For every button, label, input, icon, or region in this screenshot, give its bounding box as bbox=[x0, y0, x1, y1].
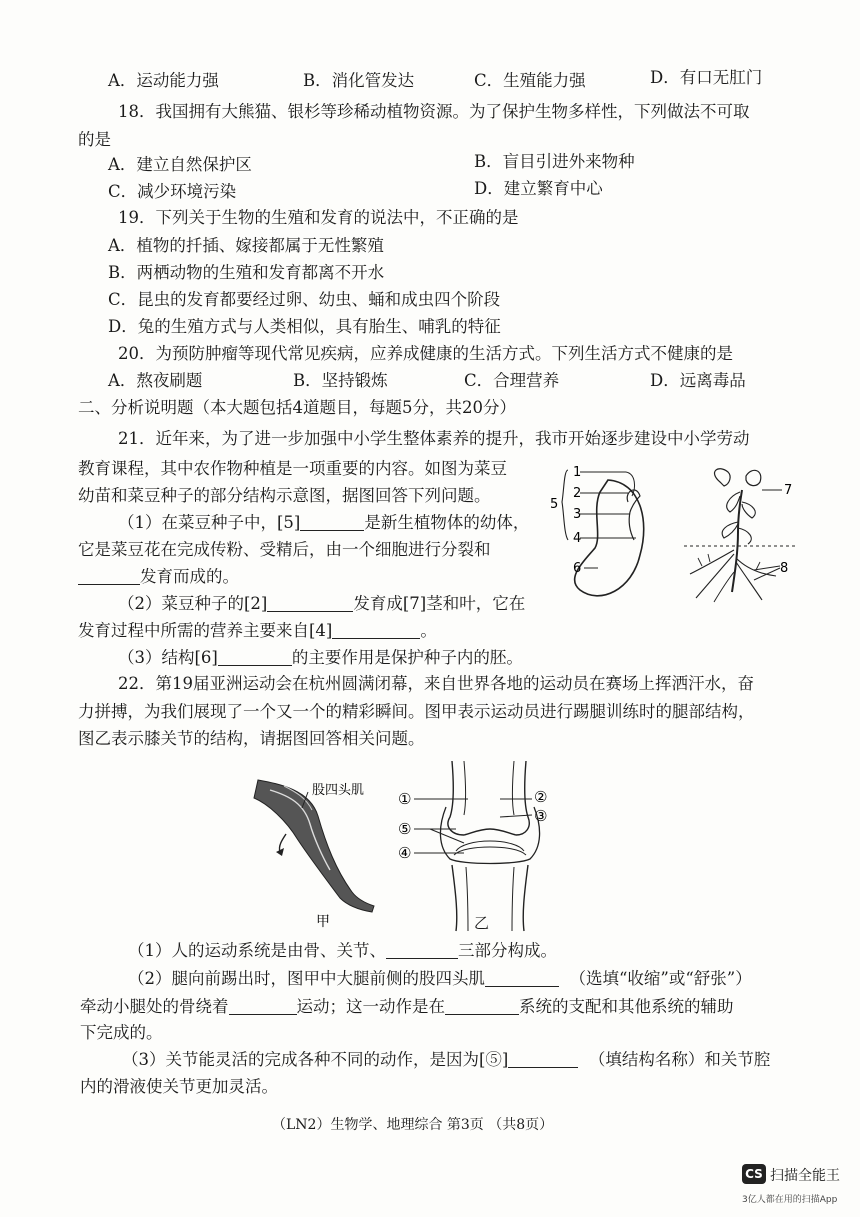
q22-part2-cont: 牵动小腿处的骨绕着 运动；这一动作是在 系统的支配和其他系统的辅助 bbox=[80, 997, 734, 1016]
q21-blank-6[interactable] bbox=[218, 647, 292, 666]
q21-part2-cont: 发育过程中所需的营养主要来自[4] 。 bbox=[78, 621, 437, 640]
camscanner-logo-icon: CS bbox=[742, 1164, 766, 1184]
q19-stem: 19．下列关于生物的生殖和发育的说法中，不正确的是 bbox=[118, 208, 519, 227]
q20-option-a: A．熬夜刷题 bbox=[108, 371, 203, 390]
seed-label-4: 4 bbox=[573, 531, 582, 546]
section-2-title: 二、分析说明题（本大题包括4道题目，每题5分，共20分） bbox=[78, 398, 516, 417]
quadriceps-label: 股四头肌 bbox=[312, 783, 365, 798]
figure-jia-caption: 甲 bbox=[316, 914, 330, 930]
q21-blank-2[interactable] bbox=[267, 593, 353, 612]
q21-blank-cell[interactable] bbox=[78, 566, 140, 585]
q21-intro-cont: 教育课程，其中农作物种植是一项重要的内容。如图为菜豆 bbox=[78, 459, 507, 478]
knee-label-1: ① bbox=[398, 790, 412, 808]
q22-part3-cont: 内的滑液使关节更加灵活。 bbox=[80, 1077, 278, 1096]
page-footer: （LN2）生物学、地理综合 第3页 （共8页） bbox=[272, 1117, 554, 1133]
q21-intro-cont2: 幼苗和菜豆种子的部分结构示意图，据图回答下列问题。 bbox=[78, 486, 491, 505]
seed-label-6: 6 bbox=[573, 561, 582, 576]
q17-option-d: D．有口无肛门 bbox=[650, 68, 763, 87]
q22-part2-cont2: 下完成的。 bbox=[80, 1023, 163, 1042]
q18-stem-cont: 的是 bbox=[78, 130, 111, 149]
camscanner-tagline: 3亿人都在用的扫描App bbox=[742, 1195, 838, 1205]
q19-option-c: C．昆虫的发育都要经过卵、幼虫、蛹和成虫四个阶段 bbox=[108, 290, 501, 309]
q21-blank-4[interactable] bbox=[332, 620, 420, 639]
q21-part2: （2）菜豆种子的[2] 发育成[7]茎和叶，它在 bbox=[118, 594, 526, 613]
figure-yi-caption: 乙 bbox=[474, 914, 490, 932]
q18-option-b: B．盲目引进外来物种 bbox=[474, 152, 635, 171]
q18-stem: 18．我国拥有大熊猫、银杉等珍稀动植物资源。为了保护生物多样性，下列做法不可取 bbox=[118, 102, 750, 121]
seedling-label-8: 8 bbox=[780, 561, 789, 576]
knee-label-3: ③ bbox=[534, 807, 548, 825]
q20-option-c: C．合理营养 bbox=[464, 371, 560, 390]
knee-label-5: ⑤ bbox=[398, 820, 412, 838]
q22-blank-muscle[interactable] bbox=[386, 940, 458, 959]
knee-label-4: ④ bbox=[398, 844, 412, 862]
q22-intro-cont: 力拼搏，为我们展现了一个又一个的精彩瞬间。图甲表示运动员进行踢腿训练时的腿部结构， bbox=[78, 702, 755, 721]
q18-option-a: A．建立自然保护区 bbox=[108, 155, 252, 174]
q21-blank-5[interactable] bbox=[300, 512, 364, 531]
q21-part1: （1）在菜豆种子中，[5] 是新生植物体的幼体， bbox=[118, 513, 530, 532]
q22-intro: 22．第19届亚洲运动会在杭州圆满闭幕，来自世界各地的运动员在赛场上挥洒汗水，奋 bbox=[118, 674, 754, 693]
seedling-label-7: 7 bbox=[784, 483, 793, 498]
seed-label-3: 3 bbox=[573, 507, 582, 522]
seed-label-5: 5 bbox=[550, 497, 559, 512]
q21-part1-cont2: 发育而成的。 bbox=[78, 565, 239, 589]
knee-label-2: ② bbox=[534, 788, 548, 806]
bean-seedling-diagram bbox=[680, 462, 800, 612]
q18-option-c: C．减少环境污染 bbox=[108, 182, 237, 201]
q22-part2: （2）腿向前踢出时，图甲中大腿前侧的股四头肌 （选填“收缩”或“舒张”） bbox=[128, 969, 752, 988]
q19-option-b: B．两栖动物的生殖和发育都离不开水 bbox=[108, 263, 385, 282]
q22-blank-cartilage[interactable] bbox=[508, 1049, 578, 1068]
knee-joint-diagram bbox=[390, 755, 570, 935]
q18-option-d: D．建立繁育中心 bbox=[474, 179, 603, 198]
q17-option-a: A．运动能力强 bbox=[108, 71, 219, 90]
q19-option-a: A．植物的扦插、嫁接都属于无性繁殖 bbox=[108, 236, 384, 255]
q22-intro-cont2: 图乙表示膝关节的结构，请据图回答相关问题。 bbox=[78, 729, 425, 748]
q22-part1: （1）人的运动系统是由骨、关节、 三部分构成。 bbox=[128, 941, 557, 960]
q20-stem: 20．为预防肿瘤等现代常见疾病，应养成健康的生活方式。下列生活方式不健康的是 bbox=[118, 344, 733, 363]
q22-blank-joint[interactable] bbox=[229, 996, 297, 1015]
seed-label-2: 2 bbox=[573, 486, 582, 501]
camscanner-name: 扫描全能王 bbox=[770, 1168, 840, 1184]
q17-option-b: B．消化管发达 bbox=[303, 71, 415, 90]
q21-intro: 21．近年来，为了进一步加强中小学生整体素养的提升，我市开始逐步建设中小学劳动 bbox=[118, 429, 750, 448]
seed-label-1: 1 bbox=[573, 465, 582, 480]
leg-kick-diagram bbox=[240, 770, 390, 930]
q20-option-d: D．远离毒品 bbox=[650, 371, 746, 390]
q22-blank-nervous[interactable] bbox=[445, 996, 519, 1015]
q22-part3: （3）关节能灵活的完成各种不同的动作，是因为[⑤] （填结构名称）和关节腔 bbox=[122, 1050, 771, 1069]
q17-option-c: C．生殖能力强 bbox=[474, 71, 586, 90]
bean-seed-diagram bbox=[540, 460, 670, 610]
q21-part3: （3）结构[6] 的主要作用是保护种子内的胚。 bbox=[118, 648, 523, 667]
q19-option-d: D．兔的生殖方式与人类相似，具有胎生、哺乳的特征 bbox=[108, 317, 501, 336]
q22-blank-contract[interactable] bbox=[485, 968, 559, 987]
q20-option-b: B．坚持锻炼 bbox=[293, 371, 388, 390]
q21-part1-cont: 它是菜豆花在完成传粉、受精后，由一个细胞进行分裂和 bbox=[78, 540, 491, 559]
